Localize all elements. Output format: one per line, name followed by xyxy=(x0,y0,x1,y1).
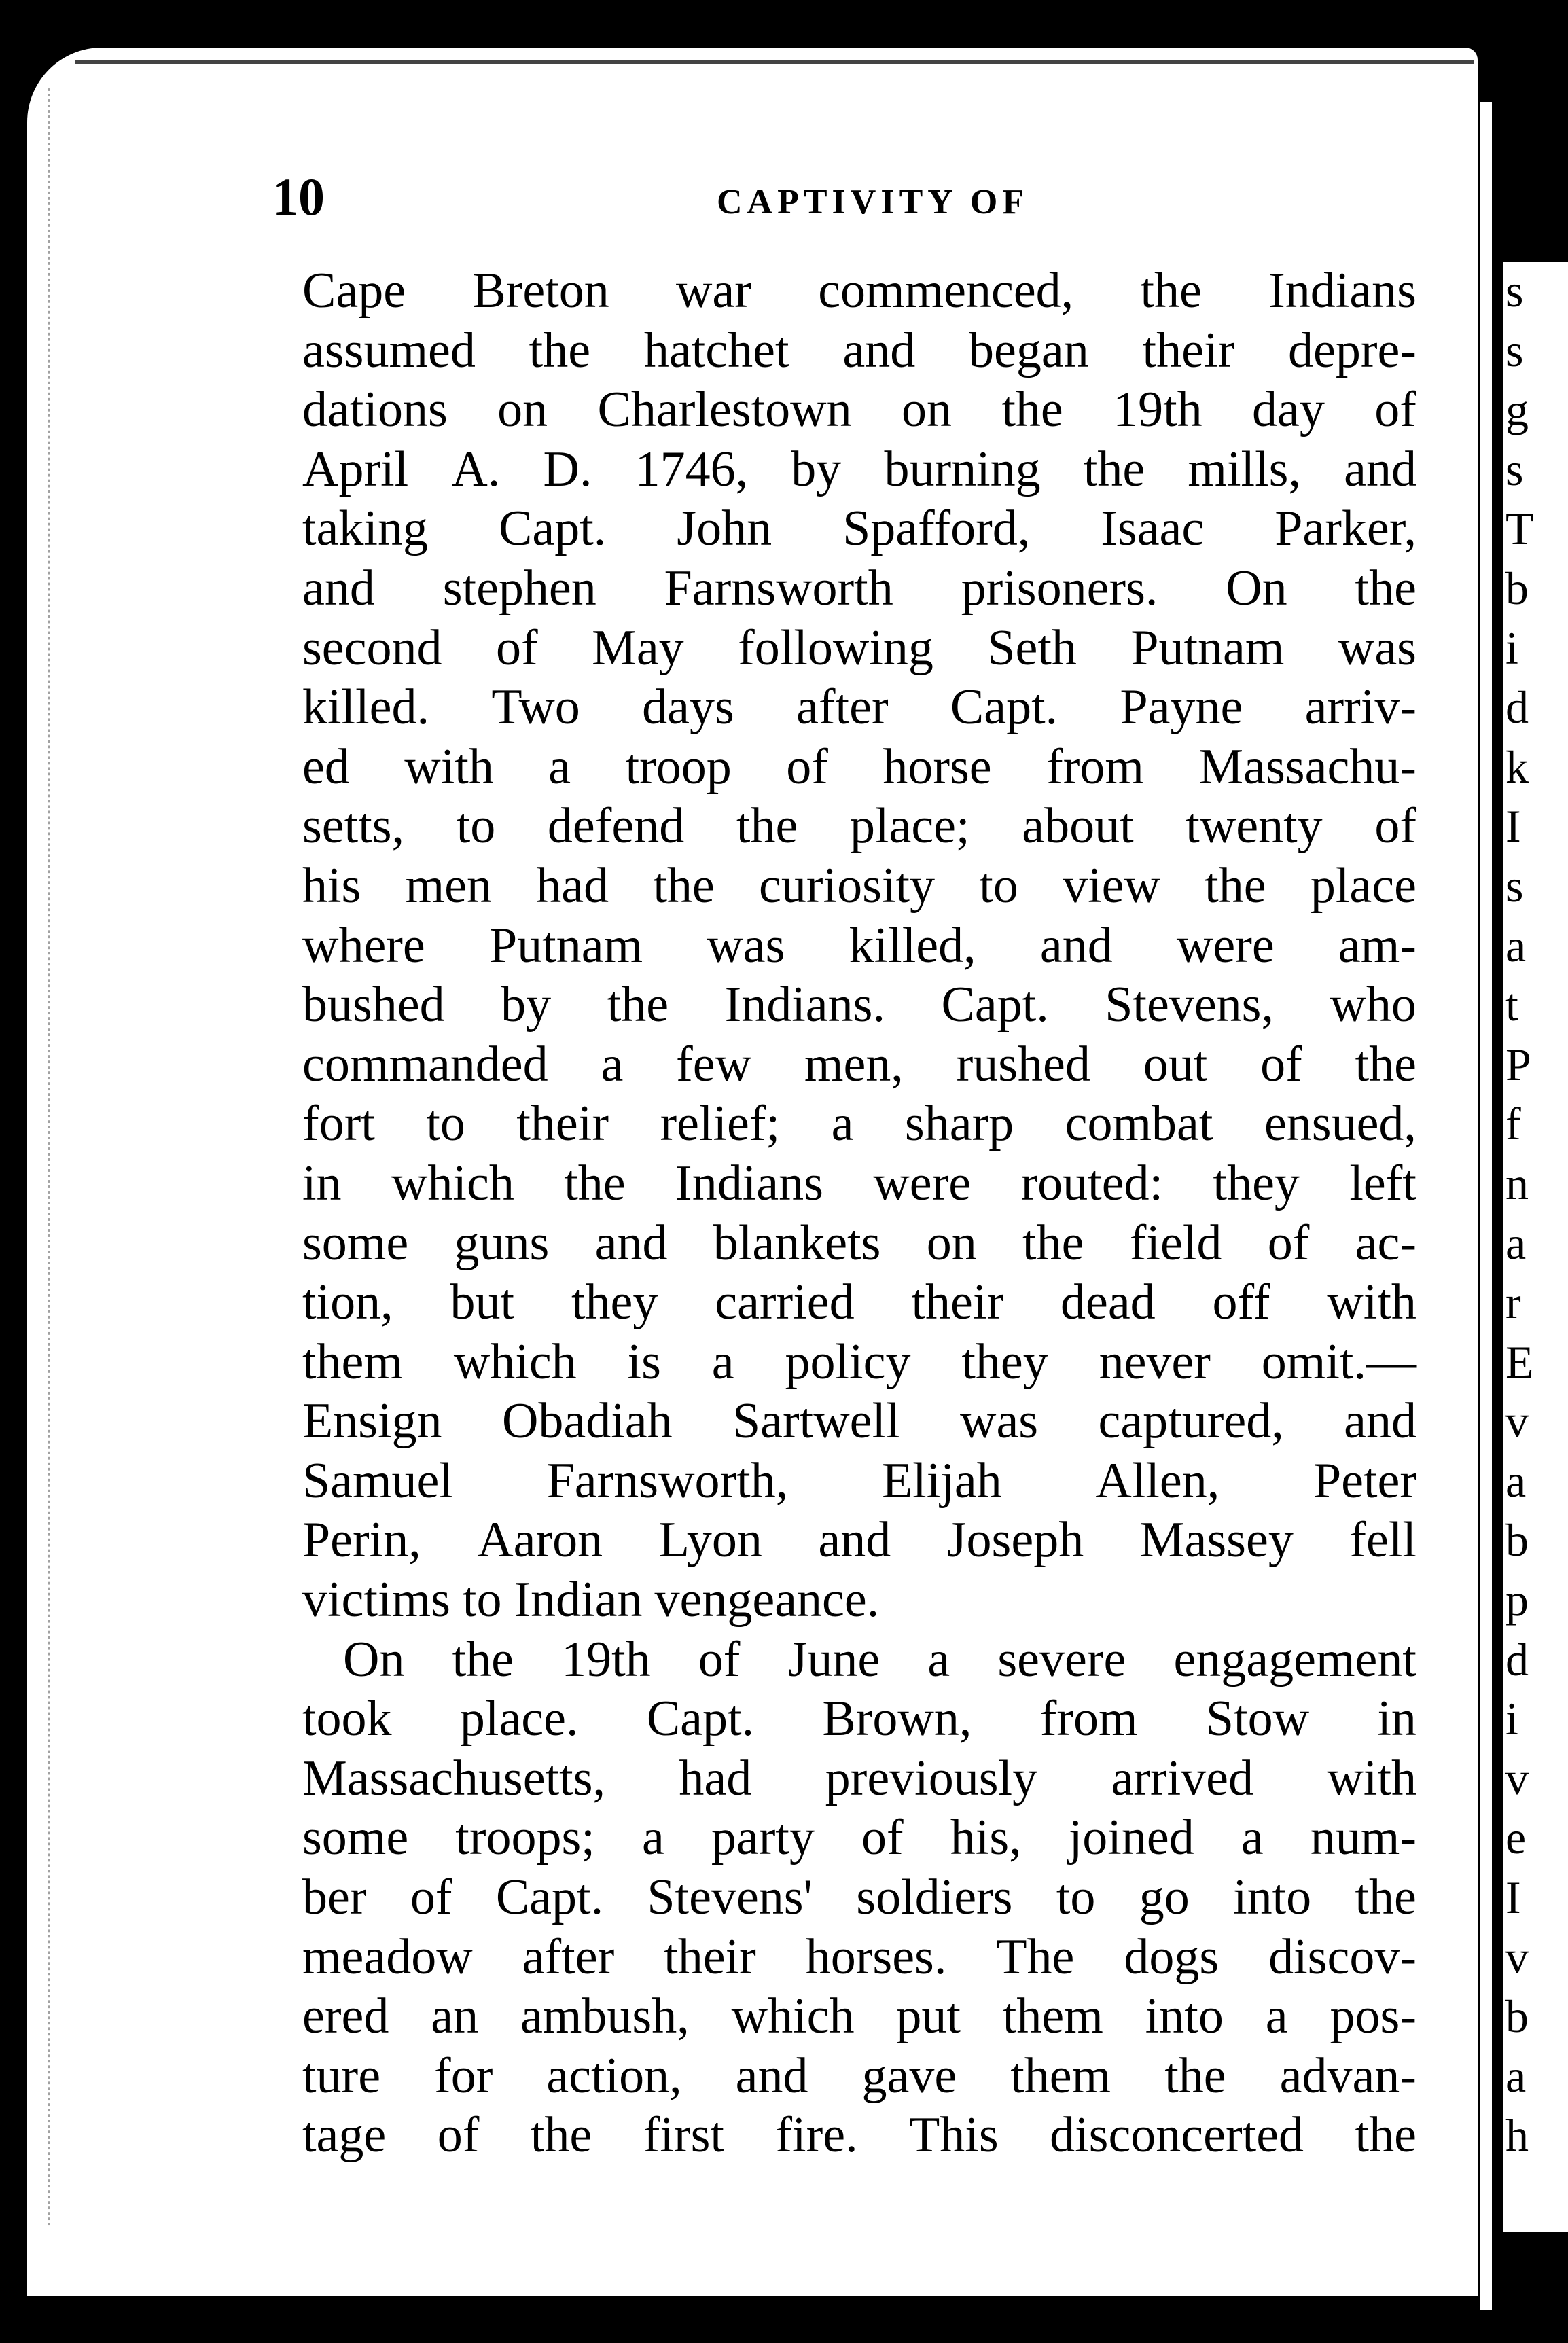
next-page-fragment: t xyxy=(1505,979,1518,1031)
next-page-fragment: v xyxy=(1505,1931,1529,1983)
next-page-fragment: a xyxy=(1505,1217,1527,1269)
text-line: tion, but they carried their dead off with xyxy=(302,1274,1416,1331)
text-line: setts, to defend the place; about twenty of xyxy=(302,798,1416,855)
next-page-fragment: E xyxy=(1505,1336,1534,1388)
next-page-fragment: r xyxy=(1505,1276,1521,1329)
page-number: 10 xyxy=(272,167,325,226)
next-page-fragment: k xyxy=(1505,740,1529,793)
text-line: commanded a few men, rushed out of the xyxy=(302,1036,1416,1092)
text-line: tage of the first fire. This disconcerted the xyxy=(302,2107,1416,2164)
next-page-fragment: f xyxy=(1505,1098,1521,1150)
next-page-fragment: T xyxy=(1505,503,1534,555)
next-page-fragment: s xyxy=(1505,324,1524,376)
running-title: CAPTIVITY OF xyxy=(717,183,1029,221)
next-page-fragment: p xyxy=(1505,1574,1529,1626)
text-line: in which the Indians were routed: they left xyxy=(302,1155,1416,1211)
text-line: took place. Capt. Brown, from Stow in xyxy=(302,1691,1416,1747)
text-line: Cape Breton war commenced, the Indians xyxy=(302,263,1416,319)
next-page-fragment: i xyxy=(1505,622,1518,674)
text-line: ture for action, and gave them the advan- xyxy=(302,2047,1416,2104)
next-page-fragment: a xyxy=(1505,2050,1527,2102)
text-line: ber of Capt. Stevens' soldiers to go into the xyxy=(302,1870,1416,1926)
next-page-fragment: v xyxy=(1505,1752,1529,1804)
next-page-fragment: P xyxy=(1505,1038,1531,1090)
page-top-edge xyxy=(75,60,1474,71)
next-page-fragment: a xyxy=(1505,1454,1527,1507)
text-line: April A. D. 1746, by burning the mills, and xyxy=(302,441,1416,497)
next-page-fragment: n xyxy=(1505,1157,1529,1209)
next-page-edge xyxy=(1503,262,1568,2232)
text-line: killed. Two days after Capt. Payne arriv- xyxy=(302,679,1416,736)
text-line: some troops; a party of his, joined a num- xyxy=(302,1810,1416,1866)
next-page-fragment: g xyxy=(1505,384,1529,436)
next-page-fragment: b xyxy=(1505,1514,1529,1567)
next-page-fragment: s xyxy=(1505,265,1524,317)
text-line: them which is a policy they never omit.— xyxy=(302,1334,1416,1390)
next-page-fragment: b xyxy=(1505,562,1529,614)
text-line: meadow after their horses. The dogs discov- xyxy=(302,1929,1416,1985)
next-page-fragment: i xyxy=(1505,1693,1518,1745)
text-line: ed with a troop of horse from Massachu- xyxy=(302,738,1416,795)
next-page-fragment: a xyxy=(1505,919,1527,971)
text-line: ered an ambush, which put them into a pos- xyxy=(302,1988,1416,2045)
next-page-fragment: I xyxy=(1505,800,1521,853)
text-line: where Putnam was killed, and were am- xyxy=(302,917,1416,973)
text-line: some guns and blankets on the field of ac- xyxy=(302,1215,1416,1271)
text-line: Ensign Obadiah Sartwell was captured, and xyxy=(302,1393,1416,1450)
next-page-fragment: v xyxy=(1505,1395,1529,1448)
text-line: and stephen Farnsworth prisoners. On the xyxy=(302,560,1416,616)
next-page-fragment: e xyxy=(1505,1812,1527,1864)
text-line: victims to Indian vengeance. xyxy=(302,1572,880,1628)
running-header xyxy=(272,167,1427,226)
text-line: On the 19th of June a severe engagement xyxy=(343,1631,1416,1687)
next-page-fragment: d xyxy=(1505,681,1529,734)
text-line: Samuel Farnsworth, Elijah Allen, Peter xyxy=(302,1452,1416,1509)
text-line: assumed the hatchet and began their depre- xyxy=(302,322,1416,378)
body-text xyxy=(302,262,1416,2166)
text-line: Perin, Aaron Lyon and Joseph Massey fell xyxy=(302,1512,1416,1569)
next-page-fragment: h xyxy=(1505,2109,1529,2162)
text-line: Massachusetts, had previously arrived with xyxy=(302,1750,1416,1806)
next-page-fragment: s xyxy=(1505,859,1524,912)
next-page-fragment: b xyxy=(1505,1990,1529,2043)
next-page-fragment: s xyxy=(1505,443,1524,495)
page-gutter xyxy=(1480,102,1492,2310)
text-line: bushed by the Indians. Capt. Stevens, who xyxy=(302,977,1416,1033)
text-line: taking Capt. John Spafford, Isaac Parker, xyxy=(302,501,1416,557)
text-line: second of May following Seth Putnam was xyxy=(302,620,1416,676)
text-line: his men had the curiosity to view the place xyxy=(302,857,1416,914)
next-page-fragment: d xyxy=(1505,1633,1529,1685)
text-line: dations on Charlestown on the 19th day of xyxy=(302,382,1416,438)
next-page-fragment: I xyxy=(1505,1872,1521,1924)
text-line: fort to their relief; a sharp combat ensued, xyxy=(302,1096,1416,1152)
